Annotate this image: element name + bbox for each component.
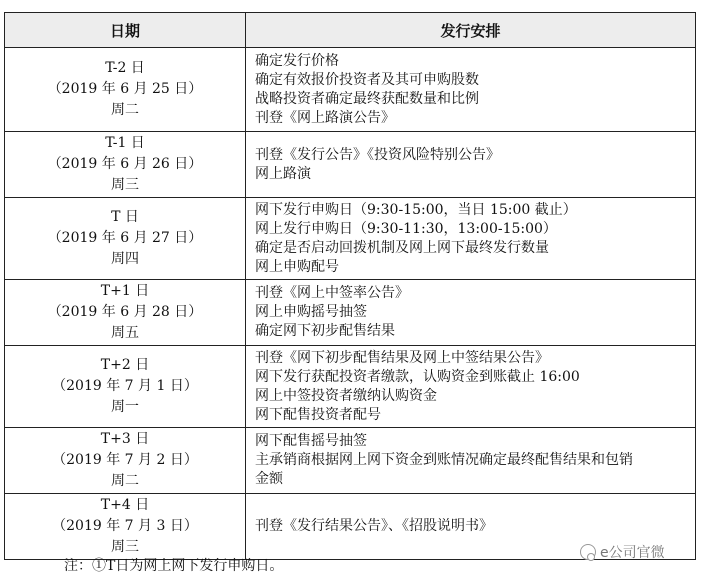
arrangement-cell	[246, 280, 696, 346]
arrangement-cell	[246, 198, 696, 280]
table-row	[5, 280, 696, 346]
arrangement-item: 网下发行获配投资者缴款，认购资金到账截止 16:00	[255, 368, 580, 385]
arrangement-item: 确定有效报价投资者及其可申购股数	[255, 71, 479, 88]
watermark-text: e公司官微	[600, 545, 665, 561]
day-label: T+2 日	[100, 357, 150, 373]
arrangement-item: 金额	[255, 471, 283, 487]
arrangement-cell	[246, 428, 696, 494]
arrangement-item: 刊登《发行公告》《投资风险特别公告》	[255, 146, 500, 163]
arrangement-item: 网上申购摇号抽签	[255, 304, 367, 320]
weekday: 周二	[111, 102, 139, 118]
date-text: （2019 年 6 月 25 日）	[47, 81, 203, 97]
footnote: 注：①T日为网上网下发行申购日。	[64, 558, 284, 574]
arrangement-item: 网上中签投资者缴纳认购资金	[255, 387, 437, 404]
weekday: 周三	[111, 539, 139, 555]
arrangement-item: 确定是否启动回拨机制及网上网下最终发行数量	[255, 239, 549, 256]
date-cell	[5, 494, 246, 560]
arrangement-item: 网上申购配号	[255, 258, 339, 275]
day-label: T-1 日	[105, 135, 145, 151]
arrangement-item: 刊登《网上路演公告》	[255, 109, 395, 126]
date-text: （2019 年 7 月 3 日）	[52, 518, 198, 534]
date-cell	[5, 280, 246, 346]
weekday: 周三	[111, 177, 139, 193]
schedule-table	[4, 12, 696, 560]
table-row	[5, 428, 696, 494]
day-label: T+1 日	[100, 283, 150, 299]
arrangement-item: 确定发行价格	[255, 52, 339, 69]
arrangement-cell	[246, 346, 696, 428]
arrangement-item: 战略投资者确定最终获配数量和比例	[255, 90, 479, 107]
table-row	[5, 132, 696, 198]
arrangement-item: 网下配售摇号抽签	[255, 433, 367, 449]
date-cell	[5, 346, 246, 428]
arrangement-item: 主承销商根据网上网下资金到账情况确定最终配售结果和包销	[255, 452, 633, 468]
arrangement-item: 网上发行申购日（9:30-11:30，13:00-15:00）	[255, 220, 557, 237]
date-text: （2019 年 6 月 26 日）	[47, 156, 203, 172]
date-text: （2019 年 6 月 27 日）	[47, 230, 203, 246]
date-cell	[5, 48, 246, 132]
weekday: 周四	[111, 251, 139, 267]
weekday: 周二	[111, 473, 139, 489]
arrangement-item: 确定网下初步配售结果	[255, 323, 395, 339]
day-label: T+3 日	[100, 431, 150, 447]
date-text: （2019 年 6 月 28 日）	[47, 304, 203, 320]
date-cell	[5, 198, 246, 280]
wechat-icon	[580, 544, 596, 560]
table-row	[5, 198, 696, 280]
date-cell	[5, 132, 246, 198]
arrangement-cell	[246, 48, 696, 132]
weekday: 周五	[111, 325, 139, 341]
header-arrangement: 发行安排	[246, 13, 696, 48]
arrangement-item: 网下发行申购日（9:30-15:00，当日 15:00 截止）	[255, 201, 577, 218]
day-label: T 日	[111, 209, 139, 225]
arrangement-cell	[246, 132, 696, 198]
day-label: T+4 日	[100, 497, 150, 513]
arrangement-item: 刊登《发行结果公告》、《招股说明书》	[255, 518, 493, 534]
table-row	[5, 346, 696, 428]
header-row	[5, 13, 696, 48]
arrangement-item: 刊登《网下初步配售结果及网上中签结果公告》	[255, 349, 549, 366]
date-cell	[5, 428, 246, 494]
table-row	[5, 48, 696, 132]
arrangement-item: 网上路演	[255, 165, 311, 182]
header-date: 日期	[5, 13, 246, 48]
date-text: （2019 年 7 月 2 日）	[52, 452, 198, 468]
date-text: （2019 年 7 月 1 日）	[52, 378, 198, 394]
weekday: 周一	[111, 399, 139, 415]
arrangement-item: 网下配售投资者配号	[255, 406, 381, 423]
day-label: T-2 日	[105, 60, 145, 76]
arrangement-item: 刊登《网上中签率公告》	[255, 285, 409, 301]
watermark	[580, 542, 665, 562]
